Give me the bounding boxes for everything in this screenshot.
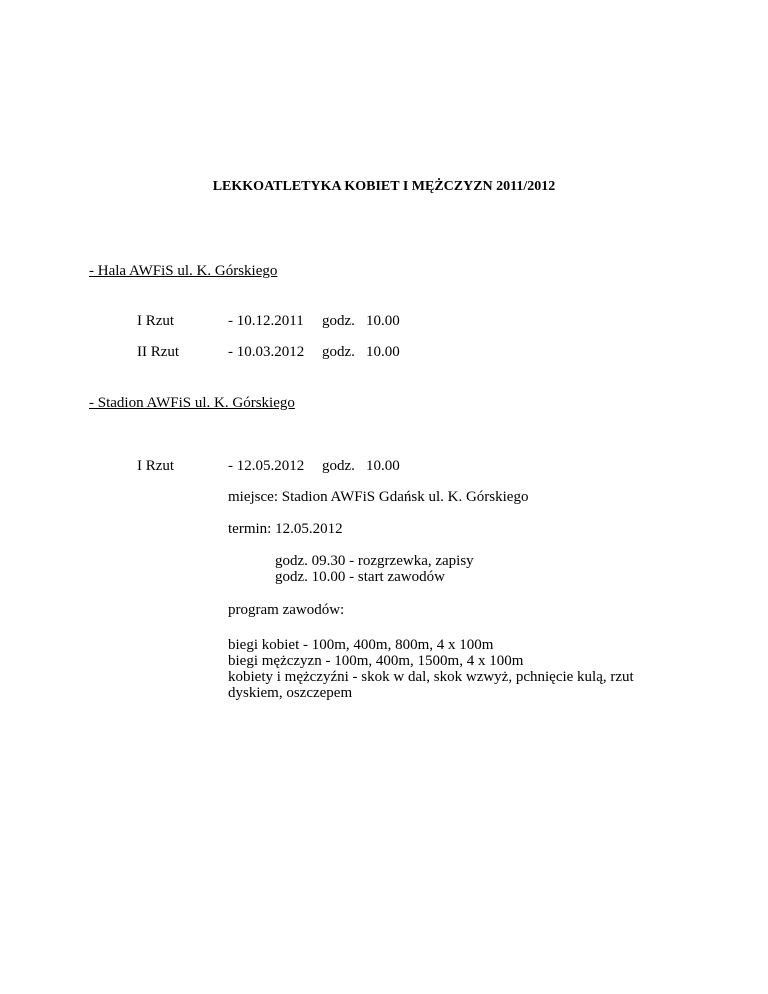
program-line: kobiety i mężczyźni - skok w dal, skok wzwyż, pchnięcie kulą, rzut bbox=[228, 669, 634, 685]
schedule-line: godz. 09.30 - rozgrzewka, zapisy bbox=[275, 553, 474, 569]
round-time: 10.00 bbox=[366, 458, 400, 474]
program-line: biegi kobiet - 100m, 400m, 800m, 4 x 100m bbox=[228, 637, 494, 653]
place-text: miejsce: Stadion AWFiS Gdańsk ul. K. Górskiego bbox=[228, 489, 529, 505]
round-time: 10.00 bbox=[366, 344, 400, 360]
program-heading: program zawodów: bbox=[228, 602, 345, 618]
round-date: - 10.12.2011 bbox=[228, 313, 304, 329]
section-heading-hala: - Hala AWFiS ul. K. Górskiego bbox=[89, 263, 278, 279]
program-line: biegi mężczyzn - 100m, 400m, 1500m, 4 x 100m bbox=[228, 653, 524, 669]
round-godz-label: godz. bbox=[322, 458, 355, 474]
program-line: dyskiem, oszczepem bbox=[228, 685, 353, 701]
round-label: I Rzut bbox=[137, 313, 175, 329]
round-label: I Rzut bbox=[137, 458, 175, 474]
section-heading-stadion: - Stadion AWFiS ul. K. Górskiego bbox=[89, 395, 295, 411]
term-text: termin: 12.05.2012 bbox=[228, 521, 343, 537]
round-date: - 12.05.2012 bbox=[228, 458, 305, 474]
round-label: II Rzut bbox=[137, 344, 180, 360]
schedule-line: godz. 10.00 - start zawodów bbox=[275, 569, 445, 585]
round-date: - 10.03.2012 bbox=[228, 344, 305, 360]
round-time: 10.00 bbox=[366, 313, 400, 329]
round-godz-label: godz. bbox=[322, 344, 355, 360]
round-godz-label: godz. bbox=[322, 313, 355, 329]
page-title: LEKKOATLETYKA KOBIET I MĘŻCZYZN 2011/2012 bbox=[212, 179, 556, 194]
